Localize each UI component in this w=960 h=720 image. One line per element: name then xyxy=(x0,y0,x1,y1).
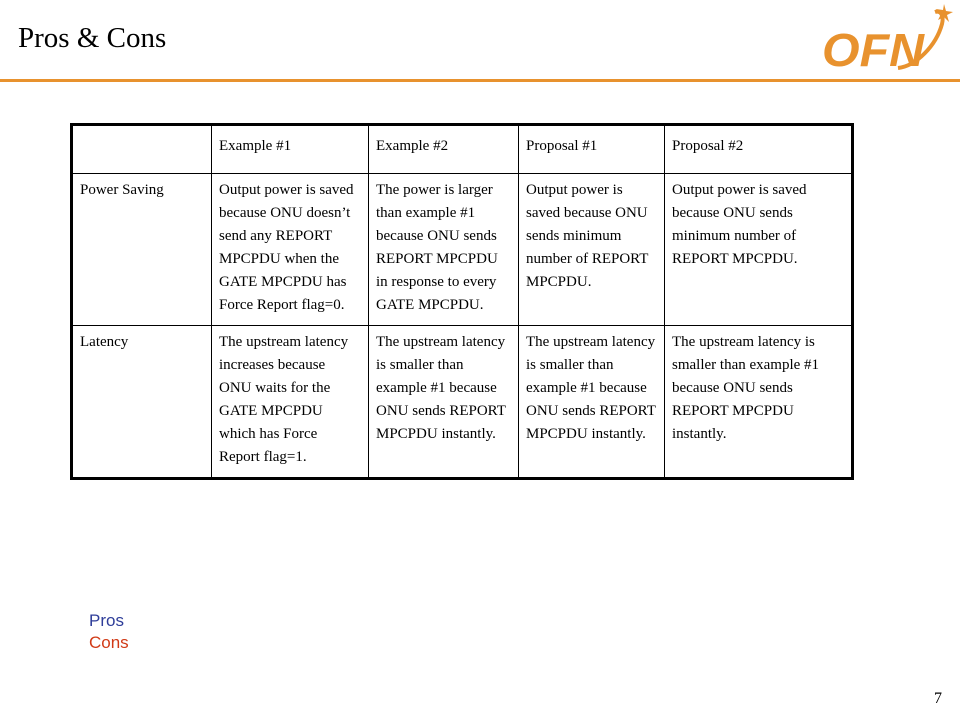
row-label-latency: Latency xyxy=(72,326,212,479)
header-proposal-1: Proposal #1 xyxy=(519,125,665,174)
slide-title: Pros & Cons xyxy=(18,22,167,54)
page-number: 7 xyxy=(934,690,942,707)
header-cell-empty xyxy=(72,125,212,174)
cell-power-example-2: The power is larger than example #1 because ONU sends REPORT MPCPDU in response to every GATE MPCPDU. xyxy=(369,174,519,326)
table-row-power-saving xyxy=(72,174,853,326)
cell-latency-example-1: The upstream latency increases because ONU waits for the GATE MPCPDU which has Force Report flag=1. xyxy=(212,326,369,479)
color-legend xyxy=(89,610,129,654)
cell-power-proposal-1: Output power is saved because ONU sends minimum number of REPORT MPCPDU. xyxy=(519,174,665,326)
table-row-latency xyxy=(72,326,853,479)
table-header-row xyxy=(72,125,853,174)
cell-latency-proposal-2: The upstream latency is smaller than example #1 because ONU sends REPORT MPCPDU instantly. xyxy=(665,326,853,479)
cell-power-example-1: Output power is saved because ONU doesn’t send any REPORT MPCPDU when the GATE MPCPDU has Force Report flag=0. xyxy=(212,174,369,326)
svg-text:OFN: OFN xyxy=(822,24,925,76)
header-rule xyxy=(0,79,960,82)
header-example-2: Example #2 xyxy=(369,125,519,174)
cell-power-proposal-2: Output power is saved because ONU sends minimum number of REPORT MPCPDU. xyxy=(665,174,853,326)
header-proposal-2: Proposal #2 xyxy=(665,125,853,174)
ofn-logo xyxy=(820,2,955,78)
legend-cons: Cons xyxy=(89,633,129,652)
header-example-1: Example #1 xyxy=(212,125,369,174)
row-label-power-saving: Power Saving xyxy=(72,174,212,326)
comparison-table xyxy=(70,123,854,480)
cell-latency-proposal-1: The upstream latency is smaller than example #1 because ONU sends REPORT MPCPDU instantly. xyxy=(519,326,665,479)
legend-pros: Pros xyxy=(89,611,124,630)
cell-latency-example-2: The upstream latency is smaller than example #1 because ONU sends REPORT MPCPDU instantly. xyxy=(369,326,519,479)
